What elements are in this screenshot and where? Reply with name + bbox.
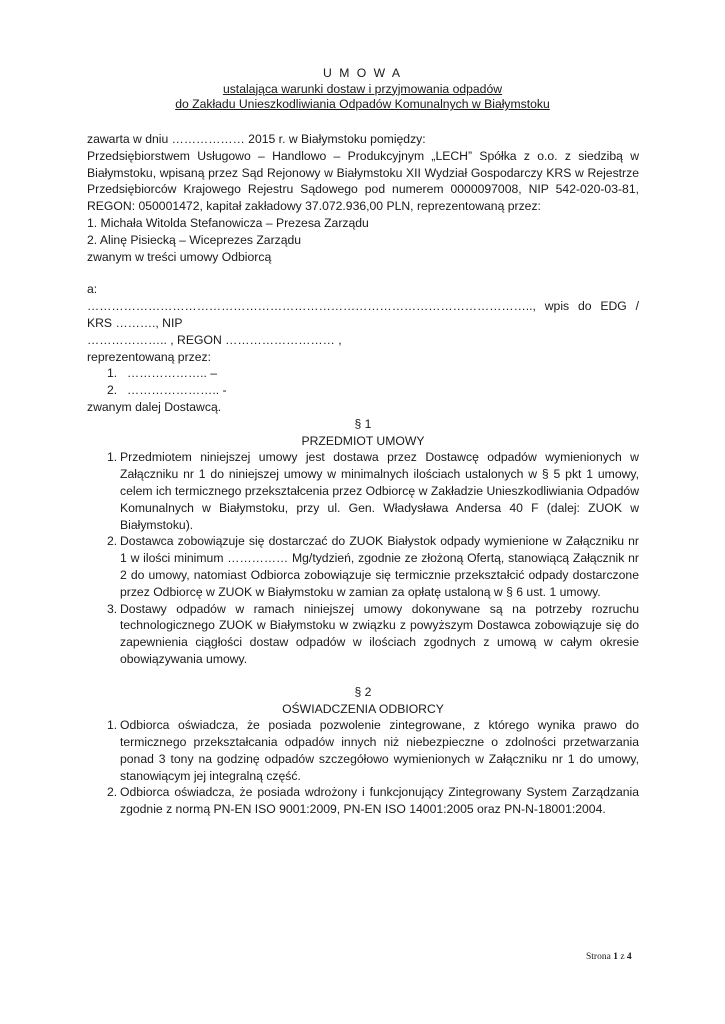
document-header xyxy=(0,66,725,113)
section-1-list xyxy=(87,449,639,667)
item-number: 1. xyxy=(107,450,118,465)
section-1-mark: § 1 xyxy=(354,416,372,431)
item-text: Dostawy odpadów w ramach niniejszej umowy dokonywane są na potrzeby rozruchu technologicznego ZUOK w Białymstoku w związku z powyższym Dostawca zobowiązuje się do zapewnienia ciągłości dostaw odpadów w ilościach zgodnych z umową w całym okresie obowiązywania umowy. xyxy=(120,601,639,666)
supplier-representative-1 xyxy=(87,365,639,382)
item-number: 3. xyxy=(107,601,118,616)
receiver-representative-1: 1. Michała Witolda Stefanowicza – Prezesa Zarządu xyxy=(87,215,369,230)
footer-current-page: 1 xyxy=(613,952,618,962)
item-number: 2. xyxy=(107,785,118,800)
supplier-blank-line-2: ……………….. , REGON ……………………… , xyxy=(87,332,342,347)
supplier-represented-by: reprezentowaną przez: xyxy=(87,349,211,364)
document-title: U M O W A xyxy=(323,66,402,80)
item-text: Odbiorca oświadcza, że posiada wdrożony i funkcjonujący Zintegrowany System Zarządzania zgodnie z normą PN-EN ISO 9001:2009, PN-EN ISO 14001:2005 oraz PN-N-18001:2004. xyxy=(120,785,639,817)
supplier-rep-2-text: ………………….. - xyxy=(127,383,227,398)
section-2-list xyxy=(87,717,639,818)
section-1-item xyxy=(87,533,639,600)
receiver-company-description: Przedsiębiorstwem Usługowo – Handlowo – Produkcyjnym „LECH” Spółka z o.o. z siedzibą w Białymstoku, wpisaną przez Sąd Rejonowy w Białymstoku XII Wydział Gospodarczy KRS w Rejestrze Przedsiębiorców Krajowego Rejestru Sądowego pod numerem 0000097008, NIP 542-020-03-81, REGON: 050001472, kapitał zakładowy 37.072.936,00 PLN, reprezentowaną przez: xyxy=(87,148,639,214)
section-2-item xyxy=(87,717,639,784)
receiver-named-clause: zwanym w treści umowy Odbiorcą xyxy=(87,249,272,264)
supplier-blank-line-1: ……………………………………………………………………………………………….., wpis do EDG / KRS ………., NIP xyxy=(87,299,639,330)
document-subtitle-2: do Zakładu Unieszkodliwiania Odpadów Komunalnych w Białymstoku xyxy=(175,97,550,111)
footer-label: Strona xyxy=(586,952,611,962)
supplier-representative-2 xyxy=(87,382,639,399)
supplier-named-clause: zwanym dalej Dostawcą. xyxy=(87,399,222,414)
section-1-title: PRZEDMIOT UMOWY xyxy=(301,433,425,448)
footer-of: z xyxy=(620,952,625,962)
item-text: Odbiorca oświadcza, że posiada pozwolenie zintegrowane, z którego wynika prawo do termicznego przekształcania odpadów innych niż niebezpieczne o zdolności przetwarzania ponad 3 tony na godzinę odpadów szczegółowo wymienionych w Załączniku nr 1 do umowy, stanowiącym jej integralną część. xyxy=(120,718,639,783)
section-1-item xyxy=(87,601,639,668)
supplier-rep-1-text: ……………….. – xyxy=(127,366,218,381)
document-body xyxy=(87,131,639,818)
receiver-representative-2: 2. Alinę Pisiecką – Wiceprezes Zarządu xyxy=(87,232,302,247)
document-subtitle-1: ustalająca warunki dostaw i przyjmowania odpadów xyxy=(222,81,503,96)
supplier-rep-2-number: 2. xyxy=(107,383,118,398)
item-number: 2. xyxy=(107,534,118,549)
item-number: 1. xyxy=(107,718,118,733)
item-text: Przedmiotem niniejszej umowy jest dostawa przez Dostawcę odpadów wymienionych w Załączniku nr 1 do niniejszej umowy w minimalnych ilościach ustalonych w § 5 pkt 1 umowy, celem ich termicznego przekształcenia przez Odbiorcę w Zakładzie Unieszkodliwiania Odpadów Komunalnych w Białymstoku, przy ul. Gen. Władysława Andersa 40 F (dalej: ZUOK w Białymstoku). xyxy=(120,450,639,532)
contract-date-line: zawarta w dniu ……………… 2015 r. w Białymstoku pomiędzy: xyxy=(87,132,426,146)
page-number-footer xyxy=(586,952,632,962)
section-2-item xyxy=(87,784,639,818)
section-2-title: OŚWIADCZENIA ODBIORCY xyxy=(282,701,444,716)
footer-total-pages: 4 xyxy=(626,952,632,962)
supplier-rep-1-number: 1. xyxy=(107,366,118,381)
section-1-item xyxy=(87,449,639,533)
item-text: Dostawca zobowiązuje się dostarczać do ZUOK Białystok odpady wymienione w Załączniku nr 1 w ilości minimum …………… Mg/tydzień, zgodnie ze złożoną Ofertą, stanowiącą Załącznik nr 2 do umowy, natomiast Odbiorca zobowiązuje się termicznie przekształcić odpady dostarczone przez Odbiorcę w ZUOK w Białymstoku w zamian za opłatę ustaloną w § 6 ust. 1 umowy. xyxy=(120,534,639,599)
section-2-mark: § 2 xyxy=(354,684,372,699)
supplier-intro: a: xyxy=(87,282,98,297)
